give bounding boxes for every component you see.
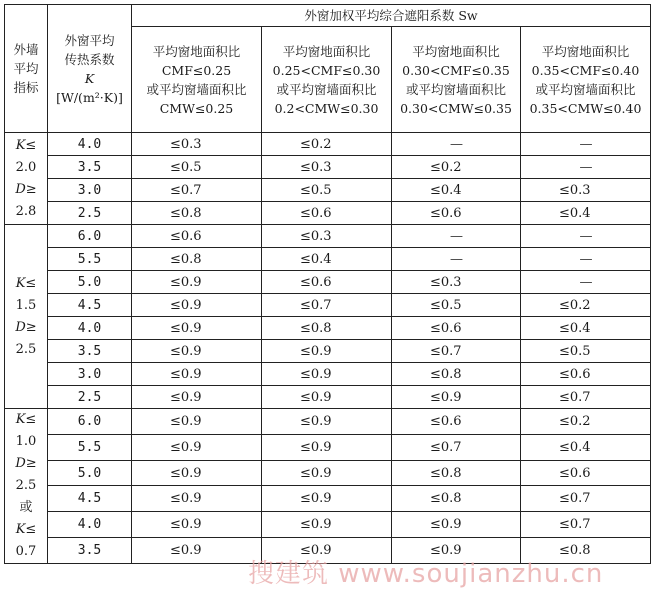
shading-value-cell: ≤0.8 [392, 486, 521, 512]
shading-value-cell: ≤0.8 [392, 363, 521, 386]
table-row [5, 225, 651, 248]
shading-value-cell: ≤0.9 [132, 386, 262, 409]
shading-value-cell: ≤0.9 [262, 512, 392, 538]
table-row [5, 271, 651, 294]
indicator-cell [5, 133, 48, 225]
table-row [5, 434, 651, 460]
shading-value-cell: ≤0.9 [392, 512, 521, 538]
header-k-line: 外窗平均 [64, 32, 115, 48]
shading-value-cell: ≤0.3 [262, 225, 392, 248]
shading-value-cell: ≤0.6 [132, 225, 262, 248]
shading-value-cell: ≤0.8 [521, 538, 651, 564]
header-ratio-line: 或平均窗墙面积比 [535, 81, 636, 97]
header-ratio-line: 平均窗地面积比 [282, 43, 371, 59]
shading-value-cell: ≤0.7 [521, 512, 651, 538]
shading-value-cell: ≤0.9 [392, 538, 521, 564]
indicator-cell [5, 225, 48, 409]
shading-value-cell: ≤0.6 [392, 409, 521, 435]
shading-value-cell: ≤0.8 [132, 248, 262, 271]
shading-value-cell: ≤0.7 [392, 434, 521, 460]
indicator-line: 0.7 [15, 544, 37, 559]
header-ratio-line: 或平均窗墙面积比 [405, 81, 506, 97]
indicator-line: 2.8 [15, 203, 37, 219]
table-row [5, 133, 651, 156]
shading-value-cell: ≤0.9 [132, 486, 262, 512]
shading-value-cell: ≤0.8 [132, 202, 262, 225]
indicator-line: 2.5 [15, 341, 37, 357]
shading-value-cell: ≤0.3 [262, 156, 392, 179]
shading-value-cell: ≤0.7 [521, 486, 651, 512]
shading-value-cell: ≤0.4 [262, 248, 392, 271]
table-body [5, 133, 651, 564]
indicator-line: 或 [19, 500, 33, 515]
k-value-cell: 3.5 [48, 340, 132, 363]
shading-value-cell: ≤0.3 [392, 271, 521, 294]
shading-value-cell: ≤0.6 [392, 202, 521, 225]
shading-value-cell: ≤0.5 [392, 294, 521, 317]
shading-value-cell: — [521, 225, 651, 248]
shading-value-cell: ≤0.9 [132, 317, 262, 340]
shading-value-cell: — [521, 271, 651, 294]
header-ratio-line: CMF≤0.25 [161, 62, 232, 78]
header-indicator [5, 5, 48, 133]
table-row [5, 512, 651, 538]
k-value-cell: 5.0 [48, 460, 132, 486]
shading-value-cell: ≤0.4 [521, 317, 651, 340]
table-row [5, 294, 651, 317]
header-ratio-line: CMW≤0.25 [159, 100, 234, 116]
indicator-line: D≥ [15, 319, 37, 335]
k-value-cell: 3.5 [48, 156, 132, 179]
shading-value-cell: — [521, 156, 651, 179]
k-value-cell: 4.5 [48, 486, 132, 512]
shading-value-cell: ≤0.5 [262, 179, 392, 202]
shading-value-cell: ≤0.2 [262, 133, 392, 156]
shading-value-cell: ≤0.8 [262, 317, 392, 340]
table-row [5, 340, 651, 363]
table-row [5, 363, 651, 386]
indicator-line: K≤ [15, 412, 37, 427]
shading-value-cell: ≤0.4 [521, 202, 651, 225]
shading-value-cell: — [521, 133, 651, 156]
header-ratio-col [262, 27, 392, 133]
shading-value-cell: ≤0.3 [521, 179, 651, 202]
k-value-cell: 4.5 [48, 294, 132, 317]
header-group-title: 外窗加权平均综合遮阳系数 Sw [132, 5, 651, 27]
shading-value-cell: ≤0.9 [262, 460, 392, 486]
shading-value-cell: ≤0.2 [521, 294, 651, 317]
shading-value-cell: ≤0.5 [132, 156, 262, 179]
k-value-cell: 6.0 [48, 409, 132, 435]
shading-value-cell: ≤0.9 [132, 363, 262, 386]
shading-value-cell: ≤0.8 [392, 460, 521, 486]
shading-value-cell: — [392, 248, 521, 271]
indicator-line: K≤ [15, 137, 37, 153]
header-k-symbol: K [84, 70, 95, 86]
header-ratio-line: 0.2<CMW≤0.30 [274, 100, 379, 116]
table-row [5, 317, 651, 340]
k-value-cell: 2.5 [48, 202, 132, 225]
header-k-unit: [W/(m²·K)] [56, 89, 123, 105]
shading-value-cell: ≤0.6 [262, 202, 392, 225]
shading-value-cell: ≤0.9 [262, 486, 392, 512]
indicator-cell [5, 409, 48, 564]
shading-value-cell: ≤0.7 [132, 179, 262, 202]
shading-value-cell: ≤0.9 [132, 294, 262, 317]
header-ratio-line: 或平均窗墙面积比 [276, 81, 377, 97]
header-ratio-col [132, 27, 262, 133]
shading-value-cell: ≤0.9 [132, 271, 262, 294]
watermark: 搜建筑 www.soujianzhu.cn [248, 559, 604, 589]
header-ratio-line: 或平均窗墙面积比 [146, 81, 247, 97]
header-ratio-line: 0.25<CMF≤0.30 [272, 62, 381, 78]
shading-value-cell: — [521, 248, 651, 271]
header-indicator-line: 平均 [13, 61, 39, 76]
shading-value-cell: ≤0.9 [262, 386, 392, 409]
header-ratio-line: 平均窗地面积比 [541, 43, 630, 59]
shading-coefficient-table [4, 4, 651, 564]
indicator-line: 1.0 [15, 434, 37, 449]
shading-value-cell: — [392, 225, 521, 248]
shading-value-cell: ≤0.9 [132, 409, 262, 435]
header-indicator-line: 指标 [13, 80, 39, 95]
header-ratio-line: 0.35<CMW≤0.40 [529, 100, 642, 116]
shading-value-cell: ≤0.4 [392, 179, 521, 202]
k-value-cell: 3.0 [48, 363, 132, 386]
shading-value-cell: ≤0.5 [521, 340, 651, 363]
shading-value-cell: ≤0.9 [132, 434, 262, 460]
indicator-line: 2.5 [15, 478, 37, 493]
k-value-cell: 2.5 [48, 386, 132, 409]
shading-value-cell: ≤0.6 [521, 460, 651, 486]
k-value-cell: 4.0 [48, 317, 132, 340]
table-row [5, 179, 651, 202]
shading-value-cell: ≤0.9 [262, 434, 392, 460]
table-header [5, 5, 651, 133]
header-ratio-line: 平均窗地面积比 [412, 43, 500, 59]
header-ratio-line: 平均窗地面积比 [152, 43, 241, 59]
shading-value-cell: ≤0.4 [521, 434, 651, 460]
k-value-cell: 4.0 [48, 512, 132, 538]
k-value-cell: 5.5 [48, 434, 132, 460]
shading-value-cell: ≤0.7 [521, 386, 651, 409]
shading-value-cell: ≤0.2 [521, 409, 651, 435]
shading-value-cell: ≤0.9 [392, 386, 521, 409]
shading-value-cell: ≤0.9 [132, 512, 262, 538]
header-ratio-line: 0.35<CMF≤0.40 [531, 62, 640, 78]
shading-value-cell: ≤0.2 [392, 156, 521, 179]
indicator-line: D≥ [15, 456, 37, 471]
shading-value-cell: ≤0.9 [132, 538, 262, 564]
table-row [5, 248, 651, 271]
shading-value-cell: ≤0.9 [262, 363, 392, 386]
k-value-cell: 6.0 [48, 225, 132, 248]
table-row [5, 386, 651, 409]
shading-value-cell: ≤0.9 [132, 460, 262, 486]
header-ratio-line: 0.30<CMW≤0.35 [400, 100, 512, 116]
header-ratio-col [392, 27, 521, 133]
k-value-cell: 3.0 [48, 179, 132, 202]
table-row [5, 409, 651, 435]
shading-value-cell: ≤0.7 [392, 340, 521, 363]
k-value-cell: 5.5 [48, 248, 132, 271]
header-ratio-col [521, 27, 651, 133]
shading-value-cell: ≤0.9 [262, 409, 392, 435]
shading-value-cell: ≤0.9 [132, 340, 262, 363]
indicator-line: 1.5 [15, 297, 37, 313]
table-row [5, 156, 651, 179]
header-ratio-line: 0.30<CMF≤0.35 [402, 62, 510, 78]
shading-value-cell: ≤0.6 [392, 317, 521, 340]
header-indicator-line: 外墙 [13, 42, 39, 57]
shading-value-cell: ≤0.6 [262, 271, 392, 294]
table-row [5, 486, 651, 512]
shading-value-cell: ≤0.9 [262, 538, 392, 564]
shading-value-cell: ≤0.3 [132, 133, 262, 156]
indicator-line: 2.0 [15, 159, 37, 175]
indicator-line: K≤ [15, 275, 37, 291]
shading-value-cell: — [392, 133, 521, 156]
header-k-line: 传热系数 [64, 51, 115, 67]
indicator-line: K≤ [15, 522, 37, 537]
table-row [5, 460, 651, 486]
header-k [48, 5, 132, 133]
shading-value-cell: ≤0.7 [262, 294, 392, 317]
indicator-line: D≥ [15, 181, 37, 197]
table-row [5, 202, 651, 225]
k-value-cell: 4.0 [48, 133, 132, 156]
k-value-cell: 5.0 [48, 271, 132, 294]
k-value-cell: 3.5 [48, 538, 132, 564]
shading-value-cell: ≤0.9 [262, 340, 392, 363]
shading-value-cell: ≤0.6 [521, 363, 651, 386]
